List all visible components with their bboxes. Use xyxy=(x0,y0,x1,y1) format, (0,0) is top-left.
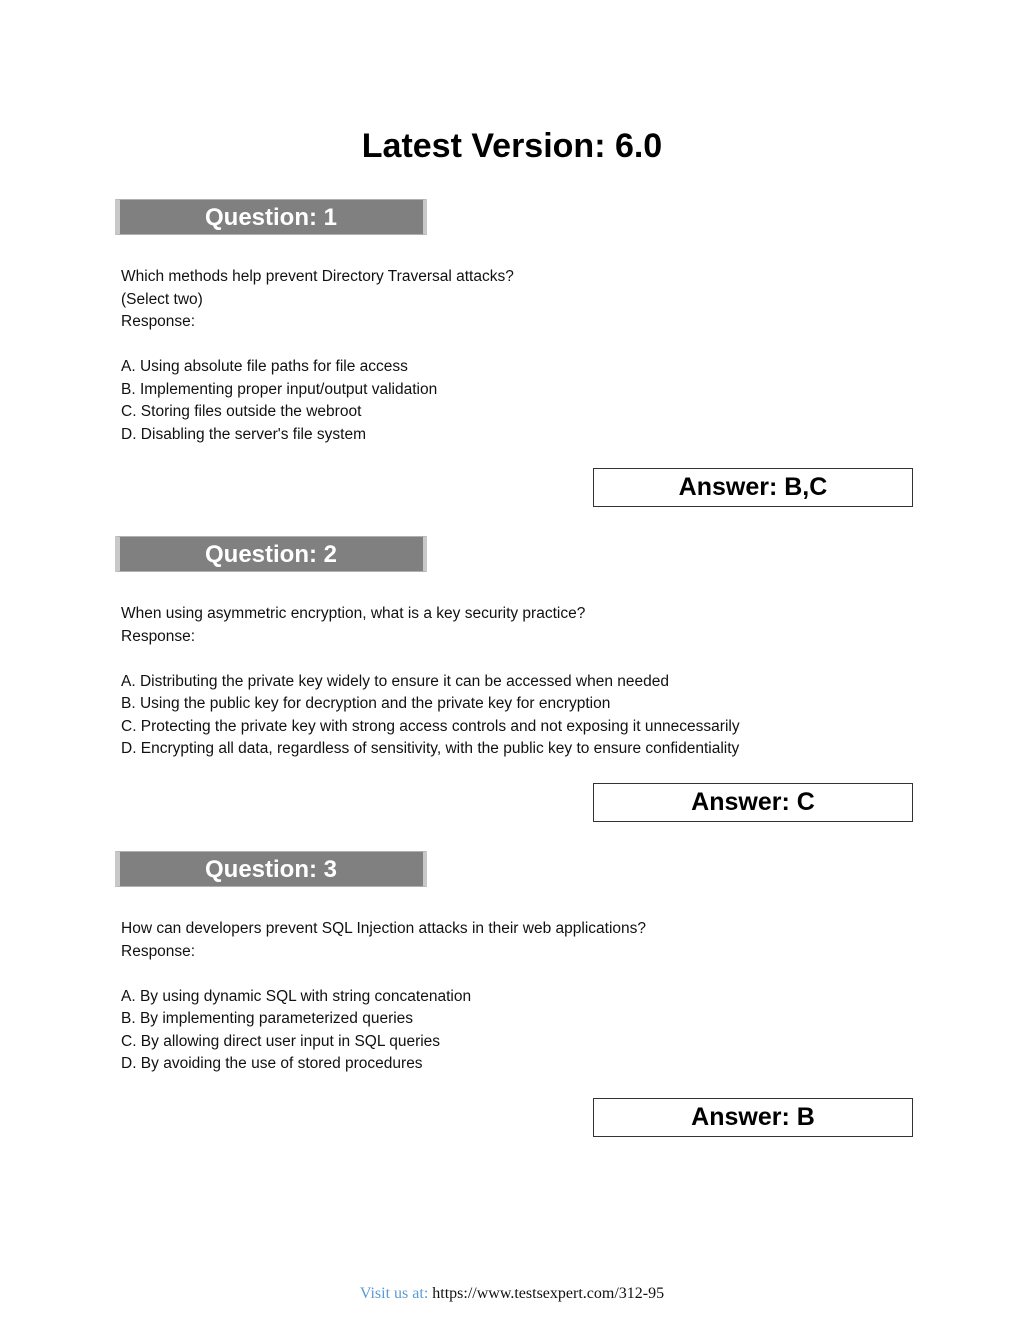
question-2-prompt: When using asymmetric encryption, what is a key security practice? xyxy=(121,605,586,622)
question-2-answer: Answer: C xyxy=(593,783,913,822)
question-3-option-c: C. By allowing direct user input in SQL queries xyxy=(121,1032,441,1050)
question-1-header xyxy=(115,199,427,235)
footer-url-link[interactable]: https://www.testsexpert.com/312-95 xyxy=(432,1285,665,1302)
question-3-option-d: D. By avoiding the use of stored procedures xyxy=(121,1055,423,1072)
question-1-header-label: Question: 1 xyxy=(204,204,337,231)
question-2-header xyxy=(115,536,427,572)
question-2-option-c: C. Protecting the private key with strong access controls and not exposing it unnecessarily xyxy=(121,717,740,735)
question-3-header-label: Question: 3 xyxy=(204,856,337,883)
question-2-response-label: Response: xyxy=(121,627,196,645)
question-1-response-label: Response: xyxy=(121,313,196,330)
question-1-option-b: B. Implementing proper input/output validation xyxy=(121,380,438,398)
question-2-option-a: A. Distributing the private key widely to ensure it can be accessed when needed xyxy=(121,672,669,690)
question-3-response-label: Response: xyxy=(121,942,196,960)
question-2-header-label: Question: 2 xyxy=(204,541,337,568)
question-1-option-a: A. Using absolute file paths for file access xyxy=(121,358,408,375)
page-title: Latest Version: 6.0 xyxy=(361,127,663,165)
question-2-body xyxy=(121,603,941,761)
question-3-option-a: A. By using dynamic SQL with string concatenation xyxy=(121,987,472,1005)
footer-visit-label: Visit us at: xyxy=(359,1285,429,1302)
question-3-prompt: How can developers prevent SQL Injection attacks in their web applications? xyxy=(121,920,646,937)
question-3-header xyxy=(115,851,427,887)
question-3-answer: Answer: B xyxy=(593,1098,913,1137)
question-1-option-c: C. Storing files outside the webroot xyxy=(121,403,362,420)
question-1-prompt: Which methods help prevent Directory Traversal attacks? xyxy=(121,268,514,285)
question-1-note: (Select two) xyxy=(121,290,203,308)
question-2-option-d: D. Encrypting all data, regardless of sensitivity, with the public key to ensure confidentiality xyxy=(121,740,740,757)
page-footer xyxy=(0,1284,1024,1304)
question-1-answer: Answer: B,C xyxy=(593,468,913,507)
question-1-body xyxy=(121,266,941,446)
question-3-option-b: B. By implementing parameterized queries xyxy=(121,1010,414,1027)
question-2-option-b: B. Using the public key for decryption and the private key for encryption xyxy=(121,695,611,712)
question-1-option-d: D. Disabling the server's file system xyxy=(121,425,367,443)
question-3-body xyxy=(121,918,941,1076)
